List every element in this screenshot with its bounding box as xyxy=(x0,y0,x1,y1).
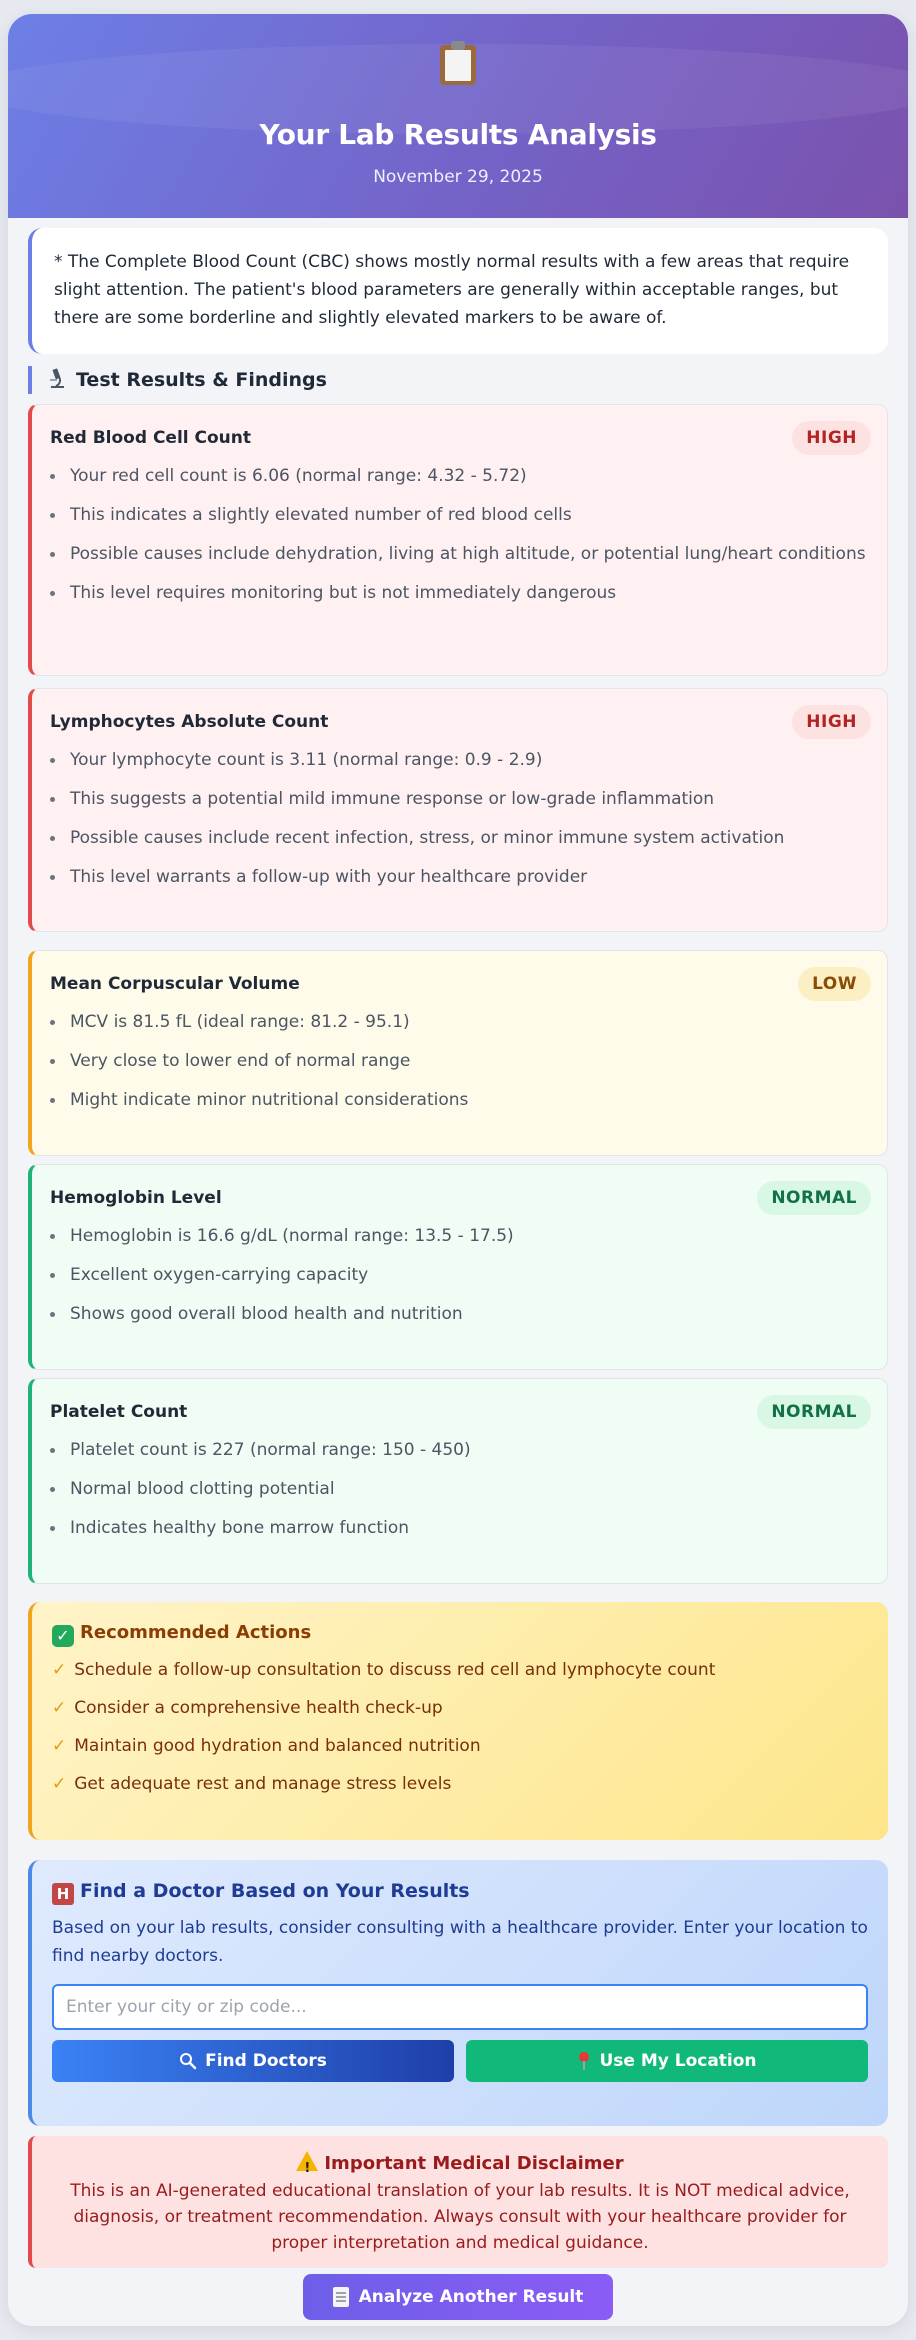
list-item: Hemoglobin is 16.6 g/dL (normal range: 13.5 - 17.5) xyxy=(50,1221,869,1251)
result-findings xyxy=(50,1221,869,1329)
action-text: Schedule a follow-up consultation to discuss red cell and lymphocyte count xyxy=(74,1660,716,1680)
result-title: Hemoglobin Level xyxy=(50,1188,222,1208)
list-item: This suggests a potential mild immune response or low-grade inflammation xyxy=(50,784,869,814)
result-findings xyxy=(50,461,869,608)
list-item: Shows good overall blood health and nutrition xyxy=(50,1299,869,1329)
action-text: Consider a comprehensive health check-up xyxy=(74,1698,443,1718)
list-item: MCV is 81.5 fL (ideal range: 81.2 - 95.1) xyxy=(50,1007,869,1037)
checkmark-icon: ✓ xyxy=(52,1774,67,1794)
actions-heading xyxy=(52,1618,868,1648)
find-doctor-description: Based on your lab results, consider consulting with a healthcare provider. Enter your location to find nearby doctors. xyxy=(52,1918,868,1966)
header xyxy=(8,14,908,218)
result-title: Red Blood Cell Count xyxy=(50,428,252,448)
microscope-icon xyxy=(46,368,68,390)
list-item: Possible causes include recent infection, stress, or minor immune system activation xyxy=(50,823,869,853)
document-icon xyxy=(333,2287,349,2307)
status-badge: HIGH xyxy=(792,705,871,739)
result-findings xyxy=(50,1435,869,1543)
list-item: Normal blood clotting potential xyxy=(50,1474,869,1504)
result-title: Mean Corpuscular Volume xyxy=(50,974,300,994)
result-card-lymphocytes-absolute-count xyxy=(28,688,888,932)
list-item: This indicates a slightly elevated number of red blood cells xyxy=(50,500,869,530)
list-item xyxy=(52,1770,868,1798)
disclaimer-text: This is an AI-generated educational translation of your lab results. It is NOT medical advice, diagnosis, or treatment recommendation. Always consult with your healthcare provider for proper interpretation and medical guidance. xyxy=(70,2181,850,2253)
result-findings xyxy=(50,745,869,892)
summary-text: * The Complete Blood Count (CBC) shows mostly normal results with a few areas that require slight attention. The patient's blood parameters are generally within acceptable ranges, but there are some borderline and slightly elevated markers to be aware of. xyxy=(28,228,888,354)
location-pin-icon xyxy=(577,2051,591,2071)
status-badge: HIGH xyxy=(792,421,871,455)
disclaimer-title: Important Medical Disclaimer xyxy=(324,2153,624,2174)
analyze-another-result-button[interactable] xyxy=(303,2274,613,2320)
actions-title: Recommended Actions xyxy=(80,1622,312,1643)
checkmark-icon: ✓ xyxy=(52,1660,67,1680)
list-item: Indicates healthy bone marrow function xyxy=(50,1513,869,1543)
result-card-red-blood-cell-count xyxy=(28,404,888,676)
list-item: This level warrants a follow-up with your healthcare provider xyxy=(50,862,869,892)
use-my-location-label: Use My Location xyxy=(599,2051,757,2071)
recommended-actions xyxy=(28,1602,888,1840)
location-input[interactable] xyxy=(52,1984,868,2030)
report-date: November 29, 2025 xyxy=(373,167,543,187)
list-item: Your red cell count is 6.06 (normal range: 4.32 - 5.72) xyxy=(50,461,869,491)
list-item xyxy=(52,1732,868,1760)
warning-icon xyxy=(296,2151,318,2171)
analyze-another-label: Analyze Another Result xyxy=(358,2287,584,2307)
actions-list xyxy=(52,1656,868,1798)
list-item: Your lymphocyte count is 3.11 (normal range: 0.9 - 2.9) xyxy=(50,745,869,775)
clipboard-icon xyxy=(438,40,478,86)
list-item xyxy=(52,1694,868,1722)
list-item: This level requires monitoring but is not immediately dangerous xyxy=(50,578,869,608)
hospital-icon: H xyxy=(52,1883,74,1905)
results-card xyxy=(8,14,908,2326)
status-badge: NORMAL xyxy=(757,1181,871,1215)
list-item: Excellent oxygen-carrying capacity xyxy=(50,1260,869,1290)
list-item: Platelet count is 227 (normal range: 150 - 450) xyxy=(50,1435,869,1465)
checkmark-icon: ✓ xyxy=(52,1698,67,1718)
results-section-label: Test Results & Findings xyxy=(76,369,327,391)
check-box-icon: ✓ xyxy=(52,1625,74,1647)
result-title: Platelet Count xyxy=(50,1402,188,1422)
medical-disclaimer xyxy=(28,2136,888,2268)
list-item: Very close to lower end of normal range xyxy=(50,1046,869,1076)
result-card-hemoglobin-level xyxy=(28,1164,888,1370)
result-card-mean-corpuscular-volume xyxy=(28,950,888,1156)
action-text: Get adequate rest and manage stress levels xyxy=(74,1774,452,1794)
use-my-location-button[interactable] xyxy=(466,2040,868,2082)
list-item: Might indicate minor nutritional considerations xyxy=(50,1085,869,1115)
page-title: Your Lab Results Analysis xyxy=(259,118,657,151)
action-text: Maintain good hydration and balanced nutrition xyxy=(74,1736,481,1756)
status-badge: LOW xyxy=(798,967,871,1001)
find-doctor-title: Find a Doctor Based on Your Results xyxy=(80,1880,470,1902)
find-doctors-label: Find Doctors xyxy=(205,2051,327,2071)
find-doctor-heading xyxy=(52,1876,868,1906)
disclaimer-heading xyxy=(52,2150,868,2178)
result-title: Lymphocytes Absolute Count xyxy=(50,712,329,732)
find-doctor-actions xyxy=(52,2040,868,2082)
results-section-title xyxy=(28,366,327,394)
result-findings xyxy=(50,1007,869,1115)
find-doctor-panel xyxy=(28,1860,888,2126)
list-item xyxy=(52,1656,868,1684)
list-item: Possible causes include dehydration, living at high altitude, or potential lung/heart conditions xyxy=(50,539,869,569)
search-icon xyxy=(179,2052,197,2070)
checkmark-icon: ✓ xyxy=(52,1736,67,1756)
result-card-platelet-count xyxy=(28,1378,888,1584)
find-doctors-button[interactable] xyxy=(52,2040,454,2082)
status-badge: NORMAL xyxy=(757,1395,871,1429)
